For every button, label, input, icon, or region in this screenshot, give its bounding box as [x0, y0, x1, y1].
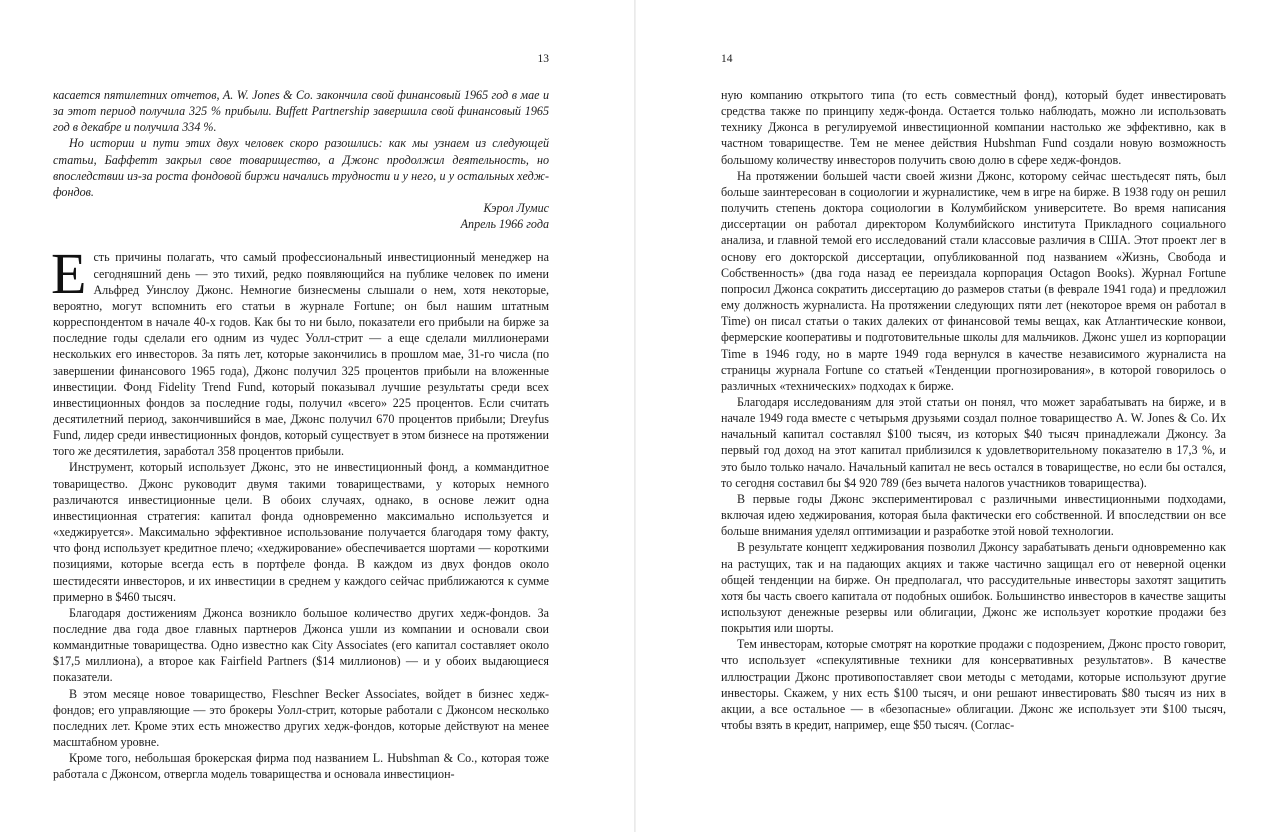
- first-paragraph: [51, 241, 549, 459]
- spacer: [53, 232, 549, 249]
- signature-name: Кэрол Лумис: [483, 201, 549, 216]
- right-page-text: [721, 87, 1226, 733]
- body-paragraph: Благодаря достижениям Джонса возникло большое количество других хедж-фондов. За последние два года двое главных партнеров Джонса ушли из компании и основали свои коммандитные товарищества. Одно известно как City Associates (его капитал составляет около $17,5 миллиона), а второе как Fairfield Partners ($14 миллионов) — и у обоих выдающиеся показатели.: [53, 605, 549, 685]
- intro-paragraph: Но истории и пути этих двух человек скоро разошлись: как мы узнаем из следующей статьи, Баффетт закрыл свое товарищество, а Джонс продолжил деятельность, но впоследствии из-за роста фондовой биржи начались трудности и у него, и у остальных хедж-фондов.: [53, 136, 549, 199]
- signature-date: Апрель 1966 года: [460, 217, 549, 232]
- intro-paragraph: касается пятилетних отчетов, A. W. Jones & Co. закончила свой финансовый 1965 год в мае и за этот период получила 325 % прибыли. Buffett Partnership завершила свой финансовый 1965 год в декабре и получила 334 %.: [53, 88, 549, 135]
- right-page: [636, 0, 1271, 832]
- page-number-right: 14: [721, 53, 733, 65]
- drop-cap: Е: [51, 241, 87, 307]
- body-paragraph: сть причины полагать, что самый профессиональный инвестиционный менеджер на сегодняшний день — это тихий, редко появляющийся на публике человек по имени Альфред Уинслоу Джонс. Немногие бизнесмены слышали о нем, хотя некоторые, вероятно, могут вспомнить его статьи в журнале Fortune; он был нашим штатным корреспондентом в начале 40-х годов. Как бы то ни было, показатели его прибыли на бирже за последние годы сделали его одним из чудес Уолл-стрит — а еще сделали миллионерами нескольких его инвесторов. За пять лет, которые закончились в прошлом мае, 31-го числа (по завершении финансового 1965 года), Джонс получил 325 процентов прибыли на вложенные инвестиции. Фонд Fidelity Trend Fund, который показывал лучшие результаты среди всех инвестиционных фондов за последние годы, получил «всего» 225 процентов. Если считать десятилетний период, закончившийся в мае, Джонс получил 670 процентов прибыли; Dreyfus Fund, лидер среди инвестиционных фондов, который существует в этом бизнесе на протяжении того же десятилетия, заработал 358 процентов прибыли.: [53, 250, 549, 459]
- body-paragraph: В результате концепт хеджирования позволил Джонсу зарабатывать деньги одновременно как на растущих, так и на падающих акциях и также частично защищал его от неверной оценки общей тенденции на бирже. Он предполагал, что рассудительные инвесторы захотят защитить хотя бы часть своего капитала от подобных ошибок. Большинство инвесторов в качестве защиты используют денежные резервы или облигации, Джонс же использует короткие продажи без покрытия или шорты.: [721, 540, 1226, 636]
- body-paragraph: Инструмент, который использует Джонс, это не инвестиционный фонд, а коммандитное товарищество. Джонс руководит двумя такими товариществами, у которых немного различаются инвестиционные цели. В обоих случаях, однако, в основе лежит одна инвестиционная стратегия: капитал фонда одновременно максимально используется и «хеджируется». Максимально эффективное использование получается благодаря тому факту, что фонд использует кредитное плечо; «хеджирование» обеспечивается шортами — короткими позициями, которые всегда есть в портфеле фонда. В каждом из двух фондов около шестидесяти инвесторов, и их инвестиции в среднем у каждого сейчас приближаются к сумме примерно в $460 тысяч.: [53, 460, 549, 604]
- left-page-text: [53, 87, 549, 783]
- body-paragraph: ную компанию открытого типа (то есть совместный фонд), который будет инвестировать средства также по принципу хедж-фонда. Остается только наблюдать, можно ли использовать технику Джонса в регулируемой инвестиционной компании настолько же эффективно, как в частном товариществе. Тем не менее действия Hubshman Fund создали новую возможность большому количеству инвесторов получить свою долю в сфере хедж-фондов.: [721, 88, 1226, 167]
- left-page: [0, 0, 634, 832]
- body-paragraph: На протяжении большей части своей жизни Джонс, которому сейчас шестьдесят пять, был больше заинтересован в социологии и журналистике, чем в игре на бирже. В 1938 году он решил получить степень доктора социологии в Колумбийском университете. Во время написания диссертации он работал директором Колумбийского института Прикладного социального анализа, и главной темой его исследований стали классовые различия в США. Этот проект лег в основу его докторской диссертации, опубликованной под названием «Жизнь, Свобода и Собственность» (два года назад ее переиздала корпорация Octagon Books). Журнал Fortune попросил Джонса сократить диссертацию до размеров статьи (в феврале 1941 года) и предложил ему должность журналиста. На протяжении следующих пяти лет (некоторое время он работал в Time) он писал статьи о таких далеких от финансовой темы вещах, как Атлантические конвои, фермерские кооперативы и подготовительные школы для мальчиков. Джонс ушел из корпорации Time в 1946 году, но в марте 1949 года вернулся в качестве независимого журналиста на страницы журнала Fortune со статьей «Тенденции прогнозирования», в которой говорилось о различных «технических» подходах к бирже.: [721, 168, 1226, 393]
- body-paragraph: Благодаря исследованиям для этой статьи он понял, что может зарабатывать на бирже, и в начале 1949 года вместе с четырьмя друзьями создал полное товарищество A. W. Jones & Co. Их начальный капитал составлял $100 тысяч, из которых $40 тысяч принадлежали Джонсу. За первый год доход на этот капитал приблизился к удовлетворительному показателю в 17,3 %, и это было только начало. Начальный капитал не весь остался в товариществе, но если бы остался, то сегодня составил бы $4 920 789 (без вычета налогов участников товарищества).: [721, 394, 1226, 490]
- body-paragraph: Тем инвесторам, которые смотрят на короткие продажи с подозрением, Джонс просто говорит, что использует «спекулятивные техники для консервативных результатов». В качестве иллюстрации Джонс противопоставляет свои методы с методами, которые используют другие инвесторы. Скажем, у них есть $100 тысяч, и они решают инвестировать $80 тысяч из них в акции, а все остальное — в «безопасные» облигации. Джонс же использует эти $100 тысяч, чтобы взять в кредит, например, еще $50 тысяч. (Соглас-: [721, 637, 1226, 733]
- page-number-left: 13: [537, 53, 549, 65]
- body-paragraph: В первые годы Джонс экспериментировал с различными инвестиционными подходами, включая идею хеджирования, которая была фактически его собственной. И впоследствии он все больше внимания уделял оптимизации и разработке этой новой технологии.: [721, 491, 1226, 539]
- body-paragraph: В этом месяце новое товарищество, Fleschner Becker Associates, войдет в бизнес хедж-фондов; его управляющие — это брокеры Уолл-стрит, которые работали с Джонсом несколько последних лет. Кроме этих есть множество других хедж-фондов, которые действуют на менее масштабном уровне.: [53, 686, 549, 750]
- body-paragraph: Кроме того, небольшая брокерская фирма под названием L. Hubshman & Co., которая тоже работала с Джонсом, отвергла модель товарищества и основала инвестицион-: [53, 751, 549, 782]
